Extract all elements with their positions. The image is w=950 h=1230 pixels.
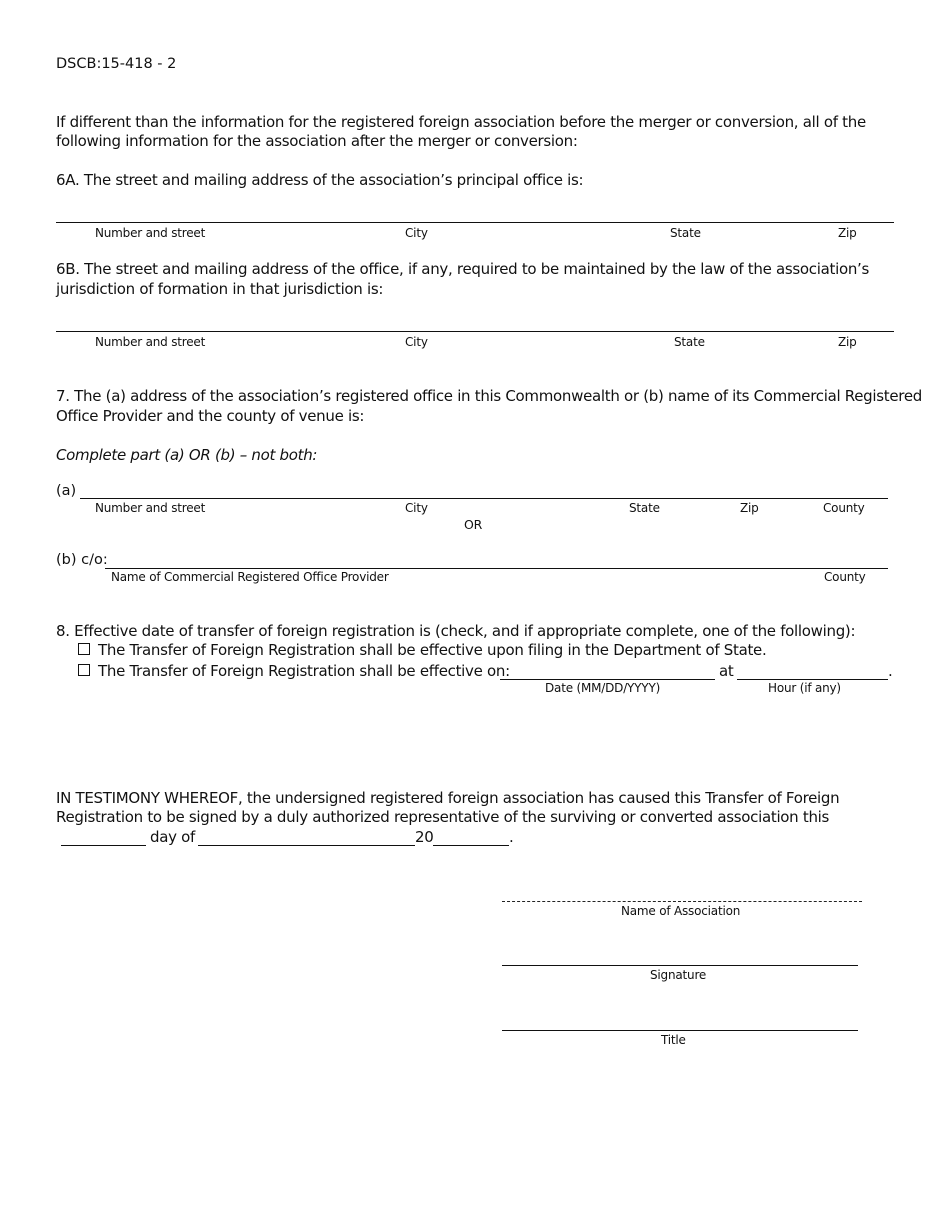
form-id: DSCB:15-418 - 2 [56, 56, 177, 72]
testimony-day-input[interactable] [61, 828, 146, 845]
label-6a-city: City [405, 226, 428, 240]
testimony-year-input[interactable] [433, 828, 509, 845]
question-7-instruction: Complete part (a) OR (b) – not both: [56, 446, 318, 464]
signature-input[interactable] [502, 948, 858, 965]
registered-office-address-line [80, 498, 888, 499]
association-name-line [502, 901, 862, 902]
intro-line-1: If different than the information for the registered foreign association before the merger or conversion, all of the [56, 113, 866, 131]
effective-on-filing-checkbox[interactable] [78, 643, 90, 655]
label-association-name: Name of Association [621, 904, 741, 918]
testimony-year-line [433, 845, 509, 846]
testimony-day-line [61, 845, 146, 846]
part-a-prefix: (a) [56, 483, 77, 499]
question-7-line-1: 7. The (a) address of the association’s registered office in this Commonwealth or (b) name of its Commercial Registered [56, 387, 922, 405]
commercial-provider-input[interactable] [105, 552, 888, 569]
label-7b-county: County [824, 570, 866, 584]
signature-line [502, 965, 858, 966]
effective-date-line [500, 679, 715, 680]
title-input[interactable] [502, 1013, 858, 1030]
effective-date-input[interactable] [500, 662, 715, 679]
commercial-provider-line [105, 568, 888, 569]
label-6a-zip: Zip [838, 226, 857, 240]
address-6b-input[interactable] [56, 314, 894, 332]
testimony-line-2: Registration to be signed by a duly authorized representative of the surviving or converted association this [56, 808, 830, 826]
testimony-line-1: IN TESTIMONY WHEREOF, the undersigned registered foreign association has caused this Transfer of Foreign [56, 789, 840, 807]
testimony-month-line [198, 845, 415, 846]
effective-hour-input[interactable] [737, 662, 888, 679]
testimony-period: . [509, 828, 514, 846]
association-name-input[interactable] [502, 884, 862, 901]
label-7a-county: County [823, 501, 865, 515]
label-6a-street: Number and street [95, 226, 206, 240]
effective-hour-line [737, 679, 888, 680]
registered-office-address-input[interactable] [80, 482, 888, 499]
question-6b-line-2: jurisdiction of formation in that jurisdiction is: [56, 280, 384, 298]
label-6b-city: City [405, 335, 428, 349]
address-6a-input[interactable] [56, 204, 894, 222]
question-6b-line-1: 6B. The street and mailing address of the office, if any, required to be maintained by the law of the association’s [56, 260, 870, 278]
or-separator: OR [464, 517, 483, 532]
label-6b-state: State [674, 335, 705, 349]
label-7a-zip: Zip [740, 501, 759, 515]
label-6b-zip: Zip [838, 335, 857, 349]
label-6b-street: Number and street [95, 335, 206, 349]
effective-on-date-checkbox[interactable] [78, 664, 90, 676]
label-signature: Signature [650, 968, 707, 982]
question-8: 8. Effective date of transfer of foreign registration is (check, and if appropriate complete, one of the following): [56, 622, 856, 640]
label-7a-street: Number and street [95, 501, 206, 515]
intro-line-2: following information for the association after the merger or conversion: [56, 132, 578, 150]
address-6b-line [56, 331, 894, 332]
option-effective-on-filing: The Transfer of Foreign Registration shall be effective upon filing in the Department of State. [98, 641, 767, 659]
label-hour: Hour (if any) [768, 681, 841, 695]
question-6a: 6A. The street and mailing address of the association’s principal office is: [56, 171, 584, 189]
label-title: Title [661, 1033, 686, 1047]
label-7b-provider: Name of Commercial Registered Office Provider [111, 570, 389, 584]
label-7a-state: State [629, 501, 660, 515]
option-effective-on-date: The Transfer of Foreign Registration shall be effective on: [98, 662, 510, 680]
effective-period: . [888, 662, 893, 680]
year-prefix: 20 [415, 828, 434, 846]
testimony-month-input[interactable] [198, 828, 415, 845]
title-line [502, 1030, 858, 1031]
label-7a-city: City [405, 501, 428, 515]
label-date-format: Date (MM/DD/YYYY) [545, 681, 661, 695]
part-b-prefix: (b) c/o: [56, 552, 108, 568]
day-of-label: day of [150, 828, 196, 846]
label-6a-state: State [670, 226, 701, 240]
question-7-line-2: Office Provider and the county of venue is: [56, 407, 365, 425]
address-6a-line [56, 222, 894, 223]
at-label: at [719, 662, 734, 680]
